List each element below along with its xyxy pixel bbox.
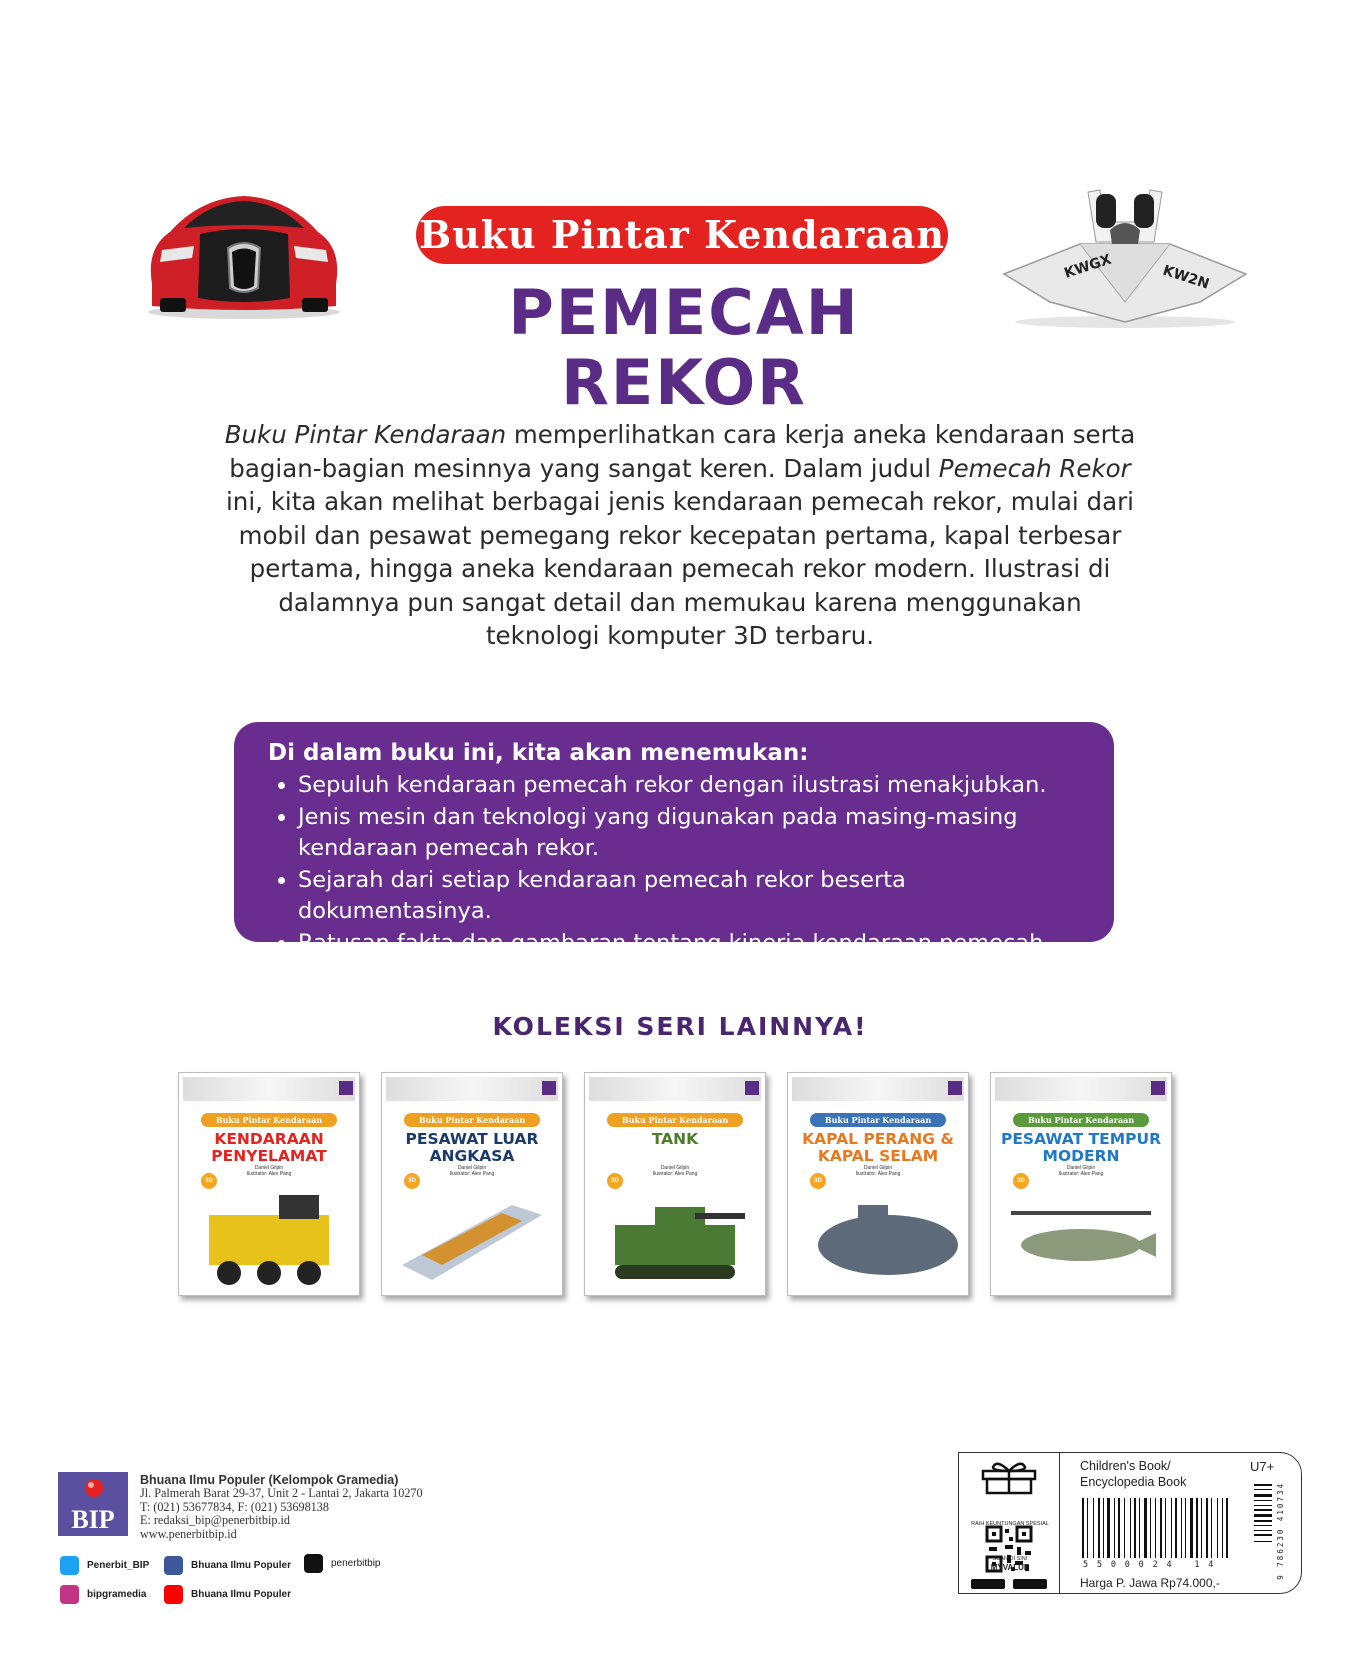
cover-illustration bbox=[1001, 1185, 1161, 1290]
cover-illustrator: Ilustrator: Alex Pang bbox=[652, 1171, 698, 1177]
cover-vehicle-strip bbox=[183, 1077, 355, 1101]
cover-3d-badge: 3D bbox=[201, 1173, 217, 1189]
bip-logo bbox=[58, 1472, 128, 1536]
red-supercar-image bbox=[140, 188, 348, 320]
tiktok-handle: penerbitbip bbox=[331, 1557, 381, 1569]
cover-series-label: Buku Pintar Kendaraan bbox=[1013, 1113, 1149, 1127]
social-tiktok[interactable] bbox=[304, 1553, 380, 1573]
publisher-tag-icon bbox=[542, 1081, 556, 1095]
category-line-2: Encyclopedia Book bbox=[1080, 1474, 1187, 1489]
age-rating: U7+ bbox=[1250, 1459, 1275, 1474]
book-cover[interactable] bbox=[178, 1072, 360, 1296]
cover-title: KAPAL PERANG & KAPAL SELAM bbox=[802, 1130, 954, 1165]
cover-3d-badge: 3D bbox=[810, 1173, 826, 1189]
youtube-icon bbox=[164, 1585, 183, 1604]
facebook-icon bbox=[164, 1556, 183, 1575]
cover-title: PESAWAT TEMPUR MODERN bbox=[1000, 1130, 1162, 1165]
social-twitter[interactable] bbox=[60, 1555, 149, 1575]
cover-author: Daniel Gilpin bbox=[863, 1165, 893, 1171]
book-cover[interactable] bbox=[787, 1072, 969, 1296]
book-cover[interactable] bbox=[381, 1072, 563, 1296]
bip-logo-text: BIP bbox=[71, 1505, 115, 1534]
publisher-name: Bhuana Ilmu Populer (Kelompok Gramedia) bbox=[140, 1473, 399, 1487]
cover-title: TANK bbox=[651, 1130, 699, 1148]
social-facebook[interactable] bbox=[164, 1555, 291, 1575]
cover-illustration bbox=[189, 1185, 349, 1290]
cover-illustrator: Ilustrator: Alex Pang bbox=[1058, 1171, 1104, 1177]
cover-illustrator: Ilustrator: Alex Pang bbox=[246, 1171, 292, 1177]
description-italic-title: Pemecah Rekor bbox=[938, 453, 1131, 483]
google-play-badge[interactable] bbox=[971, 1579, 1005, 1589]
social-instagram[interactable] bbox=[60, 1584, 146, 1604]
cover-title: PESAWAT LUAR ANGKASA bbox=[405, 1130, 539, 1165]
cover-author: Daniel Gilpin bbox=[254, 1165, 284, 1171]
myvalue-label: MYVALUE bbox=[990, 1563, 1030, 1572]
barcode-digits: 5500024 14 bbox=[1083, 1560, 1223, 1570]
app-store-badge[interactable] bbox=[1013, 1579, 1047, 1589]
publisher-info bbox=[140, 1474, 500, 1541]
cover-series-label: Buku Pintar Kendaraan bbox=[607, 1113, 743, 1127]
book-title: PEMECAH REKOR bbox=[508, 276, 860, 419]
cover-series-label: Buku Pintar Kendaraan bbox=[404, 1113, 540, 1127]
social-youtube[interactable] bbox=[164, 1584, 291, 1604]
features-list bbox=[268, 770, 1080, 991]
isbn-barcode-image bbox=[1254, 1484, 1274, 1564]
cover-illustrator: Ilustrator: Alex Pang bbox=[855, 1171, 901, 1177]
publisher-tag-icon bbox=[1151, 1081, 1165, 1095]
myvalue-scan-text: SCAN DI SINI bbox=[992, 1556, 1028, 1562]
cover-illustration bbox=[392, 1185, 552, 1290]
publisher-website: www.penerbitbip.id bbox=[140, 1526, 237, 1541]
feature-item: • Sepuluh kendaraan pemecah rekor dengan ilustrasi menakjubkan. bbox=[298, 770, 1080, 802]
twitter-handle: Penerbit_BIP bbox=[87, 1559, 150, 1571]
cover-vehicle-strip bbox=[386, 1077, 558, 1101]
publisher-tag-icon bbox=[745, 1081, 759, 1095]
category-line-1: Children's Book/ bbox=[1080, 1459, 1171, 1473]
description-italic-series: Buku Pintar Kendaraan bbox=[224, 420, 507, 449]
barcode-image bbox=[1080, 1498, 1260, 1560]
collection-title: KOLEKSI SERI LAINNYA! bbox=[492, 1012, 868, 1041]
cover-author: Daniel Gilpin bbox=[660, 1165, 690, 1171]
cover-author: Daniel Gilpin bbox=[457, 1165, 487, 1171]
speedboat-image bbox=[1000, 182, 1250, 332]
book-cover[interactable] bbox=[584, 1072, 766, 1296]
cover-3d-badge: 3D bbox=[607, 1173, 623, 1189]
price-label: Harga P. Jawa Rp74.000,- bbox=[1080, 1576, 1220, 1590]
publisher-address: Jl. Palmerah Barat 29-37, Unit 2 - Lantai 2, Jakarta 10270 bbox=[140, 1486, 423, 1501]
book-description bbox=[220, 418, 1140, 653]
myvalue-special-text: RAIH KEUNTUNGAN SPESIAL bbox=[971, 1521, 1049, 1527]
cover-author: Daniel Gilpin bbox=[1066, 1165, 1096, 1171]
cover-title: KENDARAAN PENYELAMAT bbox=[211, 1130, 327, 1165]
gift-icon bbox=[979, 1459, 1039, 1495]
cover-vehicle-strip bbox=[995, 1077, 1167, 1101]
publisher-phone: T: (021) 53677834, F: (021) 53698138 bbox=[140, 1499, 329, 1514]
svg-text:KW2N: KW2N bbox=[1160, 262, 1212, 293]
book-category bbox=[1080, 1459, 1230, 1490]
instagram-icon bbox=[60, 1585, 79, 1604]
tiktok-icon bbox=[304, 1554, 323, 1573]
twitter-icon bbox=[60, 1556, 79, 1575]
publisher-tag-icon bbox=[339, 1081, 353, 1095]
cover-vehicle-strip bbox=[792, 1077, 964, 1101]
cover-series-label: Buku Pintar Kendaraan bbox=[201, 1113, 337, 1127]
cover-illustration bbox=[798, 1185, 958, 1290]
features-box bbox=[234, 722, 1114, 987]
cover-series-label: Buku Pintar Kendaraan bbox=[810, 1113, 946, 1127]
facebook-handle: Bhuana Ilmu Populer bbox=[191, 1559, 292, 1571]
isbn-number: 9 786230 410734 bbox=[1276, 1482, 1285, 1580]
series-label: Buku Pintar Kendaraan bbox=[416, 206, 948, 264]
description-text-2: ini, kita akan melihat berbagai jenis kendaraan pemecah rekor, mulai dari mobil dan pesawat pemegang rekor kecepatan pertama, kapal terbesar pertama, hingga aneka kendaraan pemecah rekor modern. Ilustrasi di dalamnya pun sangat detail dan memukau karena menggunakan teknologi komputer 3D terbaru. bbox=[226, 487, 1134, 650]
instagram-handle: bipgramedia bbox=[87, 1588, 147, 1600]
svg-text:KWGX: KWGX bbox=[1062, 251, 1114, 282]
cover-illustrator: Ilustrator: Alex Pang bbox=[449, 1171, 495, 1177]
features-heading: Di dalam buku ini, kita akan menemukan: bbox=[268, 740, 809, 766]
feature-item: • Jenis mesin dan teknologi yang digunakan pada masing-masing kendaraan pemecah rekor. bbox=[298, 802, 1080, 865]
cover-illustration bbox=[595, 1185, 755, 1290]
cover-vehicle-strip bbox=[589, 1077, 761, 1101]
feature-item: • Sejarah dari setiap kendaraan pemecah rekor beserta dokumentasinya. bbox=[298, 865, 1080, 928]
description-text-1: memperlihatkan cara kerja aneka kendaraan serta bagian-bagian mesinnya yang sangat keren. Dalam judul bbox=[229, 420, 1136, 483]
cover-3d-badge: 3D bbox=[1013, 1173, 1029, 1189]
youtube-handle: Bhuana Ilmu Populer bbox=[191, 1588, 292, 1600]
publisher-email: E: redaksi_bip@penerbitbip.id bbox=[140, 1513, 290, 1528]
publisher-tag-icon bbox=[948, 1081, 962, 1095]
book-cover[interactable] bbox=[990, 1072, 1172, 1296]
cover-3d-badge: 3D bbox=[404, 1173, 420, 1189]
feature-item: • Ratusan fakta dan gambaran tentang kinerja kendaraan pemecah rekor. bbox=[298, 928, 1080, 991]
